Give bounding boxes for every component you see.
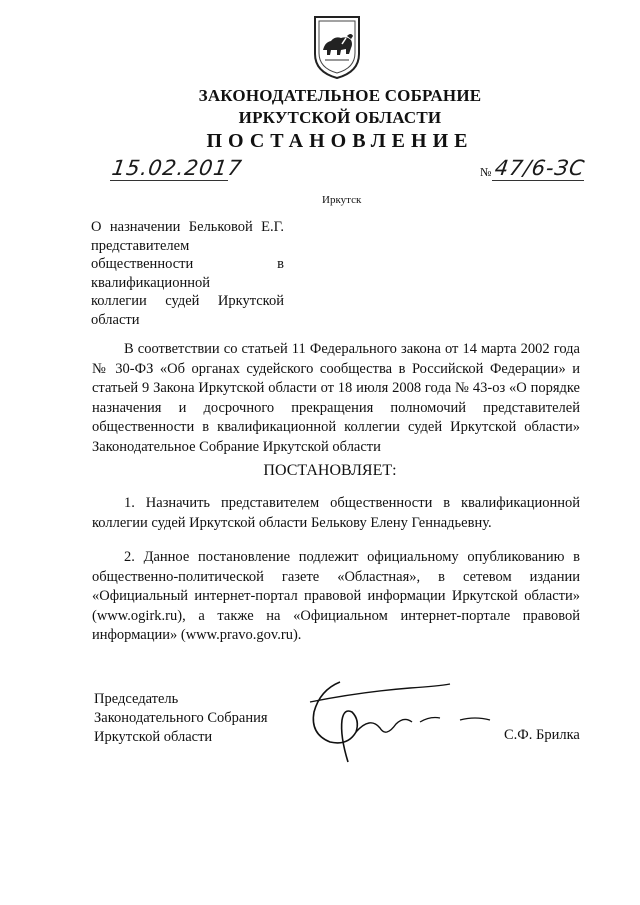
subject-line: области <box>91 311 140 328</box>
subject-block <box>91 218 284 329</box>
handwritten-signature <box>300 672 500 772</box>
signatory-title-line2: Законодательного Собрания <box>94 710 268 726</box>
city: Иркутск <box>322 194 362 206</box>
date-underline <box>110 180 228 181</box>
org-name-line2: ИРКУТСКОЙ ОБЛАСТИ <box>238 108 442 127</box>
subject-line: представителем общественности в квалификационной <box>91 237 284 291</box>
signatory-title-line1: Председатель <box>94 691 179 707</box>
preamble-paragraph: В соответствии со статьей 11 Федерального закона от 14 марта 2002 года № 30-ФЗ «Об органах судейского сообщества в Российской Федерации» и статьей 9 Закона Иркутской области от 18 июля 2008 года № 43-оз «О порядке назначения и досрочного прекращения полномочий представителей общественности в квалификационной коллегии судей Иркутской области» Законодательное Собрание Иркутской области <box>92 341 580 455</box>
handwritten-date: 15.02.2017 <box>110 156 244 180</box>
number-underline <box>492 180 584 181</box>
signatory-title-line3: Иркутской области <box>94 729 213 745</box>
resolve-heading: ПОСТАНОВЛЯЕТ: <box>263 462 397 479</box>
subject-line: коллегии судей Иркутской <box>91 293 284 309</box>
signatory-name: С.Ф. Брилка <box>504 727 580 743</box>
resolution-item-1: 1. Назначить представителем общественности в квалификационной коллегии судей Иркутской области Белькову Елену Геннадьевну. <box>92 495 580 531</box>
resolution-item-2: 2. Данное постановление подлежит официальному опубликованию в общественно-политической газете «Областная», в сетевом издании «Официальный интернет-портал правовой информации Иркутской области» (www.ogirk.ru), а также на «Официальном интернет-портале правовой информации» (www.pravo.gov.ru). <box>92 549 580 643</box>
document-type: ПОСТАНОВЛЕНИЕ <box>206 130 474 152</box>
org-name-line1: ЗАКОНОДАТЕЛЬНОЕ СОБРАНИЕ <box>198 86 482 105</box>
number-prefix: № <box>480 165 492 179</box>
subject-line: О назначении Бельковой Е.Г. <box>91 219 284 235</box>
handwritten-number: 47/6-ЗС <box>493 156 587 180</box>
coat-of-arms-icon <box>311 14 363 80</box>
signatory-title <box>94 690 294 747</box>
